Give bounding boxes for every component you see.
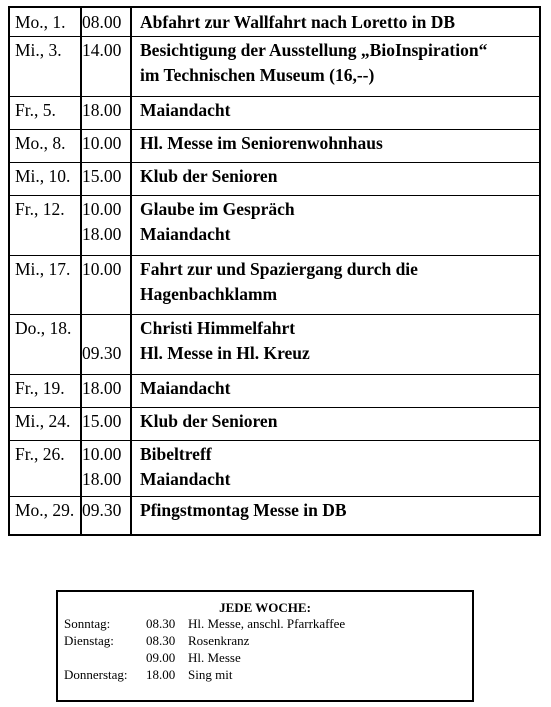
row-divider: [10, 496, 539, 497]
schedule-day: Mo., 29.: [15, 500, 75, 520]
row-divider: [10, 36, 539, 37]
row-divider: [10, 129, 539, 130]
weekly-title: JEDE WOCHE:: [219, 600, 311, 615]
weekly-day: Dienstag:: [64, 633, 114, 648]
weekly-time: 08.30: [146, 616, 176, 631]
weekly-time: 18.00: [146, 667, 176, 682]
schedule-event: Christi Himmelfahrt: [140, 318, 296, 338]
weekly-event: Sing mit: [188, 667, 233, 682]
schedule-event: Klub der Senioren: [140, 166, 278, 186]
schedule-time: 10.00: [82, 259, 122, 279]
schedule-day: Mi., 17.: [15, 259, 71, 279]
schedule-time: 15.00: [82, 411, 122, 431]
weekly-day: Donnerstag:: [64, 667, 128, 682]
schedule-time: 09.30: [82, 343, 122, 363]
schedule-time: 08.00: [82, 12, 122, 32]
schedule-event: Abfahrt zur Wallfahrt nach Loretto in DB: [140, 12, 456, 32]
schedule-event: Maiandacht: [140, 224, 231, 244]
schedule-day: Do., 18.: [15, 318, 72, 338]
monthly-schedule-table: [8, 6, 541, 536]
schedule-day: Fr., 19.: [15, 378, 65, 398]
schedule-day: Fr., 12.: [15, 199, 65, 219]
schedule-time: 10.00: [82, 199, 122, 219]
schedule-event: Pfingstmontag Messe in DB: [140, 500, 347, 520]
weekly-event: Hl. Messe, anschl. Pfarrkaffee: [188, 616, 346, 631]
row-divider: [10, 96, 539, 97]
row-divider: [10, 407, 539, 408]
weekly-schedule-box: [56, 590, 474, 702]
schedule-time: 09.30: [82, 500, 122, 520]
schedule-event: Klub der Senioren: [140, 411, 278, 431]
schedule-time: 14.00: [82, 40, 122, 60]
schedule-day: Mi., 3.: [15, 40, 62, 60]
schedule-event: Hl. Messe in Hl. Kreuz: [140, 343, 310, 363]
row-divider: [10, 314, 539, 315]
schedule-day: Fr., 5.: [15, 100, 56, 120]
schedule-event: Besichtigung der Ausstellung „BioInspiration“: [140, 40, 488, 60]
weekly-time: 08.30: [146, 633, 176, 648]
schedule-day: Fr., 26.: [15, 444, 65, 464]
schedule-time: 18.00: [82, 378, 122, 398]
schedule-event: Maiandacht: [140, 378, 231, 398]
schedule-time: 10.00: [82, 133, 122, 153]
weekly-event: Rosenkranz: [188, 633, 250, 648]
schedule-day: Mo., 1.: [15, 12, 66, 32]
schedule-time: 15.00: [82, 166, 122, 186]
column-divider: [130, 8, 132, 534]
weekly-day: Sonntag:: [64, 616, 111, 631]
weekly-event: Hl. Messe: [188, 650, 241, 665]
schedule-time: 18.00: [82, 100, 122, 120]
schedule-time: 10.00: [82, 444, 122, 464]
schedule-event: Hagenbachklamm: [140, 284, 278, 304]
row-divider: [10, 162, 539, 163]
schedule-day: Mi., 10.: [15, 166, 71, 186]
schedule-time: 18.00: [82, 469, 122, 489]
row-divider: [10, 440, 539, 441]
schedule-event: Bibeltreff: [140, 444, 212, 464]
schedule-event: Maiandacht: [140, 469, 231, 489]
weekly-time: 09.00: [146, 650, 176, 665]
schedule-event: im Technischen Museum (16,--): [140, 65, 375, 85]
schedule-event: Maiandacht: [140, 100, 231, 120]
schedule-event: Fahrt zur und Spaziergang durch die: [140, 259, 418, 279]
schedule-event: Hl. Messe im Seniorenwohnhaus: [140, 133, 383, 153]
schedule-day: Mo., 8.: [15, 133, 66, 153]
row-divider: [10, 374, 539, 375]
schedule-day: Mi., 24.: [15, 411, 71, 431]
schedule-event: Glaube im Gespräch: [140, 199, 295, 219]
schedule-time: 18.00: [82, 224, 122, 244]
row-divider: [10, 255, 539, 256]
row-divider: [10, 195, 539, 196]
